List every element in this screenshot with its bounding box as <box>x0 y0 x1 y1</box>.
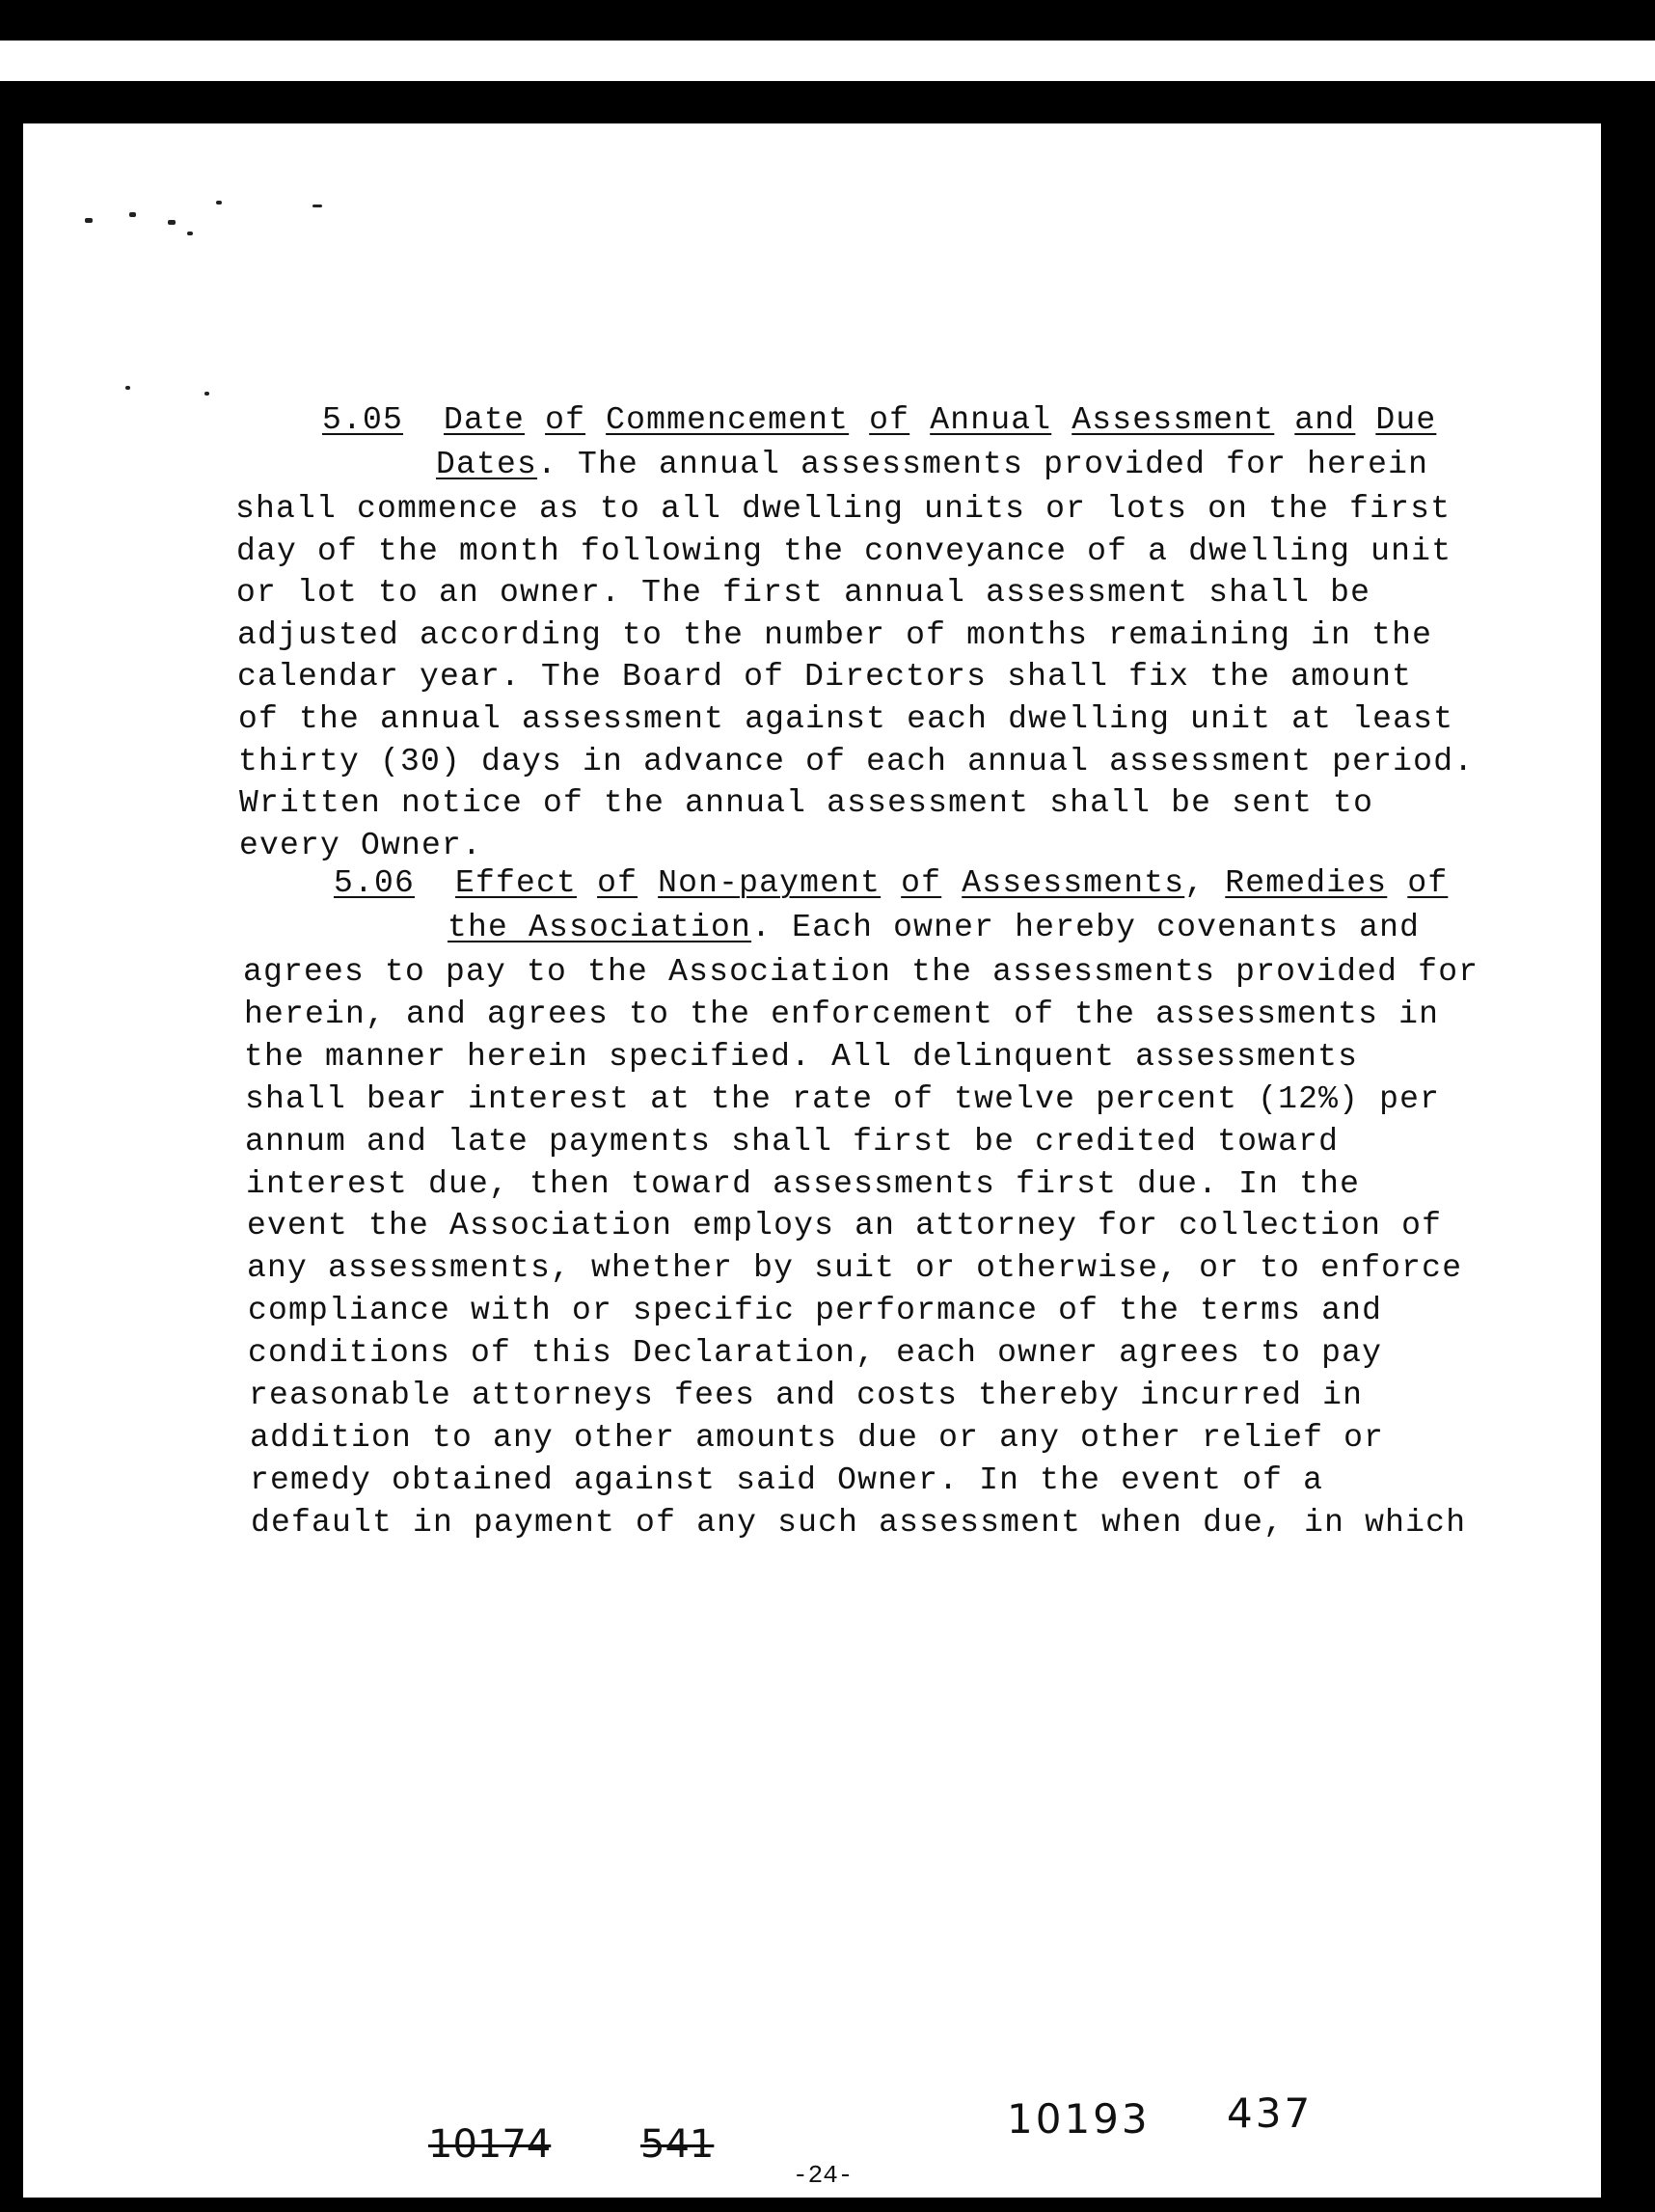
book-number: 10193 <box>1007 2095 1151 2143</box>
section-505-line: adjusted according to the number of months remaining in the <box>237 616 1433 653</box>
scan-speck <box>187 232 193 235</box>
struck-page-number: 541 <box>640 2122 715 2167</box>
section-505-heading-word <box>585 402 606 438</box>
section-506-heading-word: , <box>1184 865 1226 901</box>
section-505-heading-line1 <box>444 402 1436 438</box>
section-506-line: conditions of this Declaration, each owner agrees to pay <box>248 1335 1383 1372</box>
section-506-line: any assessments, whether by suit or otherwise, or to enforce <box>247 1250 1463 1287</box>
scan-speck <box>85 218 93 223</box>
section-505-heading-word: and <box>1294 402 1356 438</box>
section-505-heading-word <box>1051 402 1072 438</box>
section-505-heading-word <box>525 402 545 438</box>
section-506-line: agrees to pay to the Association the assessments provided for <box>243 954 1479 990</box>
section-505-line: every Owner. <box>239 827 483 863</box>
section-505-heading-word: Date <box>444 402 526 438</box>
section-505-line: calendar year. The Board of Directors shall fix the amount <box>237 659 1413 696</box>
section-505-heading-word: of <box>545 402 586 438</box>
section-505-line: Written notice of the annual assessment shall be sent to <box>239 785 1374 822</box>
document-page <box>23 123 1601 2198</box>
section-505-heading-word: of <box>869 402 910 438</box>
section-505-heading-line2: Dates <box>436 447 538 482</box>
section-506-line: the manner herein specified. All delinquent assessments <box>244 1038 1359 1075</box>
section-506-line: herein, and agrees to the enforcement of the assessments in <box>244 996 1440 1032</box>
section-506-heading-word: Assessments <box>962 865 1185 901</box>
section-506-heading-word: Effect <box>455 865 578 901</box>
section-505-line: shall commence as to all dwelling units or lots on the first <box>235 491 1452 527</box>
section-506-heading-word: of <box>1407 865 1449 901</box>
page-reference: 437 <box>1227 2089 1314 2137</box>
scan-right-border <box>1601 123 1655 2198</box>
scan-speck <box>216 201 222 205</box>
section-505-line: day of the month following the conveyance of a dwelling unit <box>236 533 1452 569</box>
section-506-heading-word <box>941 865 962 901</box>
section-506-line: addition to any other amounts due or any other relief or <box>250 1419 1385 1456</box>
section-506-heading-word <box>881 865 901 901</box>
scan-speck <box>204 392 209 396</box>
scan-speck <box>312 205 322 207</box>
section-506-line: default in payment of any such assessment when due, in which <box>251 1504 1467 1541</box>
section-505-number: 5.05 <box>322 402 404 438</box>
section-506-line: interest due, then toward assessments first due. In the <box>246 1165 1361 1202</box>
section-506-line: compliance with or specific performance of the terms and <box>248 1293 1383 1329</box>
scan-top-strip <box>0 41 1655 81</box>
section-506-line: shall bear interest at the rate of twelve percent (12%) per <box>245 1080 1441 1117</box>
section-505-line: or lot to an owner. The first annual assessment shall be <box>236 575 1371 612</box>
section-505-heading-word <box>1355 402 1375 438</box>
section-505-heading-word <box>909 402 930 438</box>
section-505-heading-word: Assessment <box>1072 402 1275 438</box>
struck-book-number: 10174 <box>428 2122 552 2167</box>
section-505-heading-word: Annual <box>930 402 1052 438</box>
section-506-line: remedy obtained against said Owner. In the event of a <box>250 1461 1324 1498</box>
section-506-heading-word <box>638 865 658 901</box>
section-505-first-line: . The annual assessments provided for herein <box>537 447 1429 482</box>
scan-speck <box>168 220 176 225</box>
section-506-heading-line1 <box>455 865 1448 901</box>
section-506-heading <box>334 862 1448 905</box>
section-506-heading-line2: the Association <box>448 910 752 945</box>
scan-top-border <box>0 0 1655 41</box>
section-506-heading-word: Remedies <box>1225 865 1388 901</box>
section-506-line: reasonable attorneys fees and costs thereby incurred in <box>249 1378 1364 1413</box>
section-506-number: 5.06 <box>334 865 416 901</box>
section-506-heading-word: of <box>901 865 942 901</box>
section-505-heading <box>322 399 1436 442</box>
scan-speck <box>125 386 130 390</box>
section-506-line: annum and late payments shall first be credited toward <box>245 1123 1340 1160</box>
section-506-heading-word: Non-payment <box>658 865 882 901</box>
section-505-line: of the annual assessment against each dwelling unit at least <box>238 701 1454 737</box>
section-505-heading-line2-row <box>436 444 1428 486</box>
section-506-heading-word <box>577 865 597 901</box>
section-505-heading-word: Commencement <box>606 402 850 438</box>
section-506-heading-word: of <box>597 865 638 901</box>
section-505-heading-word <box>849 402 869 438</box>
section-506-heading-line2-row <box>448 907 1420 949</box>
page-number: -24- <box>793 2161 854 2190</box>
section-505-line: thirty (30) days in advance of each annual assessment period. <box>238 743 1475 779</box>
section-506-first-line: . Each owner hereby covenants and <box>751 910 1421 945</box>
section-506-heading-word <box>1387 865 1407 901</box>
section-506-line: event the Association employs an attorney for collection of <box>247 1208 1443 1244</box>
section-505-heading-word <box>1274 402 1294 438</box>
scan-speck <box>129 212 136 217</box>
section-505-heading-word: Due <box>1375 402 1437 438</box>
